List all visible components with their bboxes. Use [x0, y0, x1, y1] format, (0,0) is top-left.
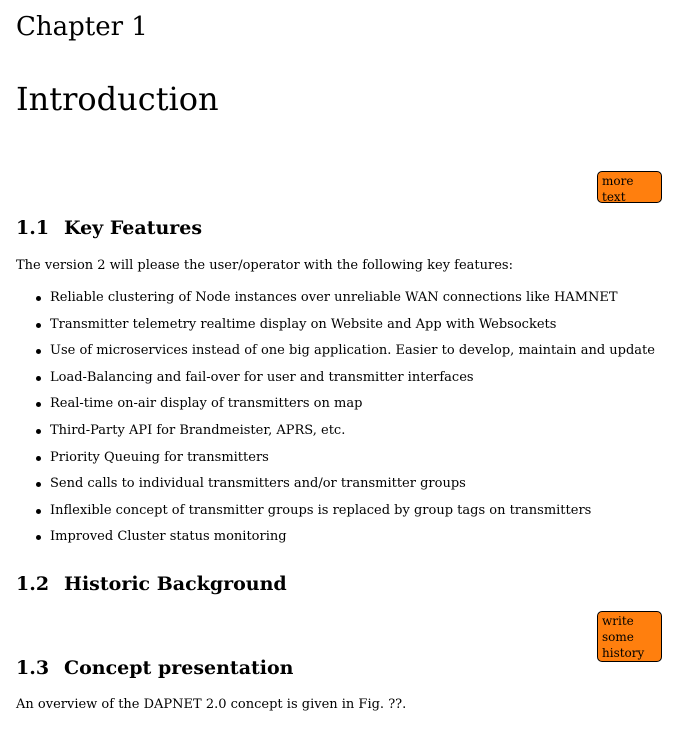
section-heading-key-features	[16, 217, 202, 240]
key-features-intro: The version 2 will please the user/operator with the following key features:	[16, 258, 513, 273]
section-heading-historic-background	[16, 573, 287, 596]
feature-item: Send calls to individual transmitters and/or transmitter groups	[36, 475, 655, 502]
feature-item: Reliable clustering of Node instances over unreliable WAN connections like HAMNET	[36, 289, 655, 316]
feature-item: Third-Party API for Brandmeister, APRS, etc.	[36, 422, 655, 449]
section-number: 1.1	[16, 217, 50, 239]
feature-list	[36, 289, 655, 555]
feature-item: Real-time on-air display of transmitters on map	[36, 395, 655, 422]
section-number: 1.3	[16, 657, 50, 679]
todo-note-write-some-history: write some history	[597, 611, 662, 662]
section-number: 1.2	[16, 573, 50, 595]
feature-item: Load-Balancing and fail-over for user and transmitter interfaces	[36, 369, 655, 396]
feature-item: Improved Cluster status monitoring	[36, 528, 655, 555]
section-title: Key Features	[64, 217, 203, 239]
chapter-title: Introduction	[16, 80, 219, 118]
chapter-label: Chapter 1	[16, 12, 148, 42]
feature-item: Use of microservices instead of one big application. Easier to develop, maintain and update	[36, 342, 655, 369]
feature-item: Inflexible concept of transmitter groups is replaced by group tags on transmitters	[36, 502, 655, 529]
section-heading-concept-presentation	[16, 657, 294, 680]
concept-presentation-body: An overview of the DAPNET 2.0 concept is given in Fig. ??.	[16, 697, 407, 712]
feature-item: Priority Queuing for transmitters	[36, 449, 655, 476]
todo-note-more-text: more text	[597, 171, 662, 203]
feature-item: Transmitter telemetry realtime display on Website and App with Websockets	[36, 316, 655, 343]
section-title: Concept presentation	[64, 657, 294, 679]
section-title: Historic Background	[64, 573, 287, 595]
